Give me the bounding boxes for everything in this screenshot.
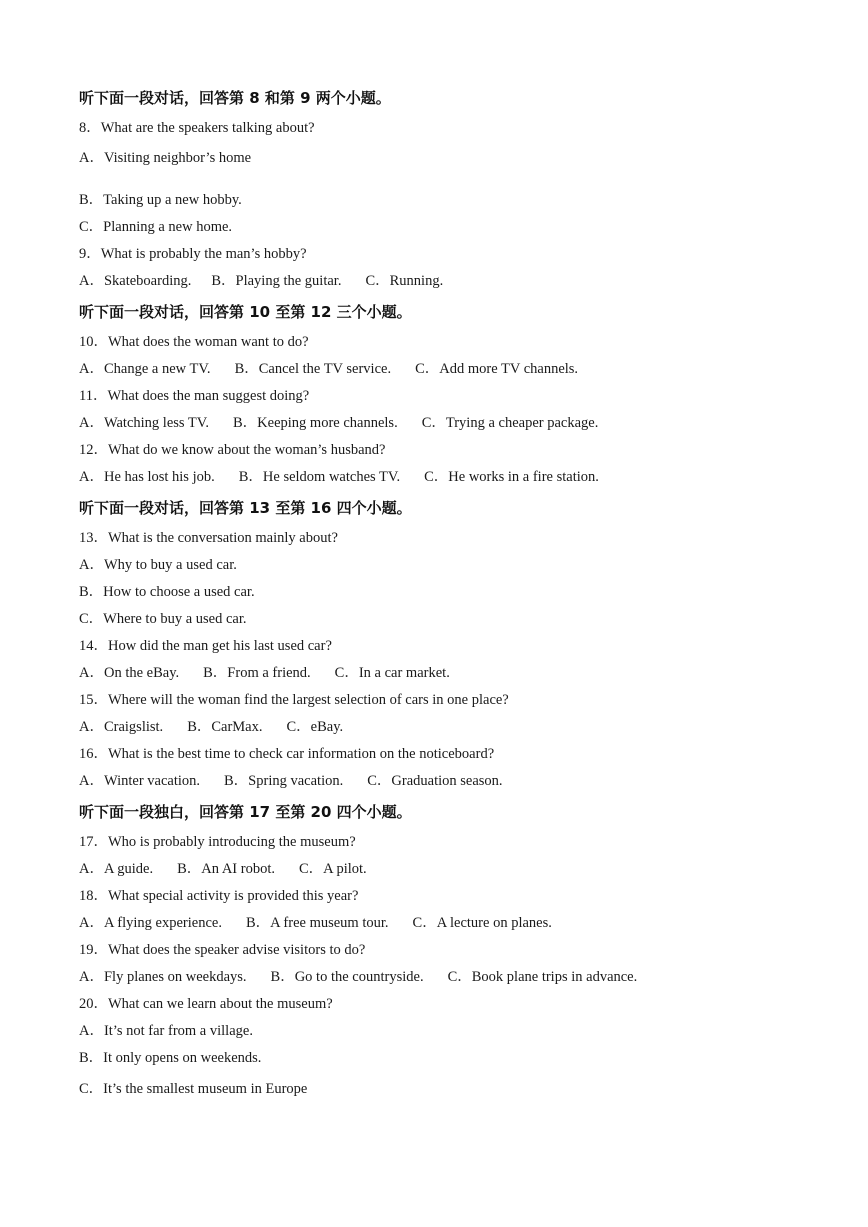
option-c: C．Book plane trips in advance.: [447, 969, 638, 985]
option-b: B．Playing the guitar.: [211, 273, 342, 289]
question-8-option-c: C．Planning a new home.: [79, 219, 233, 235]
option-a: A．Watching less TV.: [79, 415, 209, 431]
option-a: A．Winter vacation.: [79, 773, 201, 789]
option-b: B．An AI robot.: [177, 861, 275, 877]
question-16-stem: 16．What is the best time to check car information on the noticeboard?: [79, 746, 495, 762]
option-b: B．Cancel the TV service.: [234, 361, 392, 377]
option-c: C．A lecture on planes.: [412, 915, 552, 931]
option-b: B．Spring vacation.: [224, 773, 344, 789]
section-header: 听下面一段对话，回答第 10 至第 12 三个小题。: [79, 303, 412, 321]
section-header: 听下面一段独白，回答第 17 至第 20 四个小题。: [79, 803, 412, 821]
option-c: C．Running.: [365, 273, 444, 289]
question-20-option-b: B．It only opens on weekends.: [79, 1050, 262, 1066]
question-13-stem: 13．What is the conversation mainly about?: [79, 530, 338, 546]
option-b: B．Go to the countryside.: [270, 969, 424, 985]
question-18-options: [79, 914, 552, 932]
option-a: A．Skateboarding.: [79, 273, 192, 289]
question-8-option-a: A．Visiting neighbor’s home: [79, 150, 252, 166]
question-13-option-b: B．How to choose a used car.: [79, 584, 255, 600]
question-15-stem: 15．Where will the woman find the largest selection of cars in one place?: [79, 692, 509, 708]
option-b: B．A free museum tour.: [245, 915, 389, 931]
question-19-stem: 19．What does the speaker advise visitors to do?: [79, 942, 366, 958]
question-17-options: [79, 860, 367, 878]
option-a: A．Craigslist.: [79, 719, 164, 735]
section-header: 听下面一段对话，回答第 8 和第 9 两个小题。: [79, 89, 391, 107]
question-13-option-c: C．Where to buy a used car.: [79, 611, 247, 627]
section-header: 听下面一段对话，回答第 13 至第 16 四个小题。: [79, 499, 412, 517]
option-c: C．Graduation season.: [367, 773, 503, 789]
option-c: C．Trying a cheaper package.: [421, 415, 599, 431]
option-b: B．Keeping more channels.: [233, 415, 398, 431]
option-c: C．eBay.: [286, 719, 344, 735]
option-a: A．He has lost his job.: [79, 469, 215, 485]
question-9-stem: 9．What is probably the man’s hobby?: [79, 246, 307, 262]
question-14-stem: 14．How did the man get his last used car?: [79, 638, 332, 654]
option-a: A．A flying experience.: [79, 915, 222, 931]
question-11-options: [79, 414, 598, 432]
option-a: A．Change a new TV.: [79, 361, 211, 377]
question-12-options: [79, 468, 599, 486]
option-b: B．He seldom watches TV.: [238, 469, 401, 485]
option-a: A．A guide.: [79, 861, 154, 877]
question-20-stem: 20．What can we learn about the museum?: [79, 996, 333, 1012]
option-a: A．Fly planes on weekdays.: [79, 969, 247, 985]
question-8-stem: 8．What are the speakers talking about?: [79, 120, 315, 136]
question-9-options: [79, 272, 443, 290]
option-c: C．He works in a fire station.: [424, 469, 599, 485]
question-13-option-a: A．Why to buy a used car.: [79, 557, 237, 573]
question-20-option-c: C．It’s the smallest museum in Europe: [79, 1081, 308, 1097]
question-20-option-a: A．It’s not far from a village.: [79, 1023, 253, 1039]
option-b: B．CarMax.: [187, 719, 263, 735]
option-b: B．From a friend.: [203, 665, 311, 681]
option-a: A．On the eBay.: [79, 665, 180, 681]
question-18-stem: 18．What special activity is provided this year?: [79, 888, 359, 904]
question-19-options: [79, 968, 637, 986]
question-10-stem: 10．What does the woman want to do?: [79, 334, 309, 350]
question-14-options: [79, 664, 450, 682]
question-12-stem: 12．What do we know about the woman’s husband?: [79, 442, 386, 458]
question-16-options: [79, 772, 503, 790]
question-8-option-b: B．Taking up a new hobby.: [79, 192, 242, 208]
option-c: C．A pilot.: [298, 861, 367, 877]
question-15-options: [79, 718, 343, 736]
question-10-options: [79, 360, 578, 378]
question-17-stem: 17．Who is probably introducing the museum?: [79, 834, 356, 850]
option-c: C．In a car market.: [334, 665, 450, 681]
question-11-stem: 11．What does the man suggest doing?: [79, 388, 310, 404]
option-c: C．Add more TV channels.: [415, 361, 579, 377]
